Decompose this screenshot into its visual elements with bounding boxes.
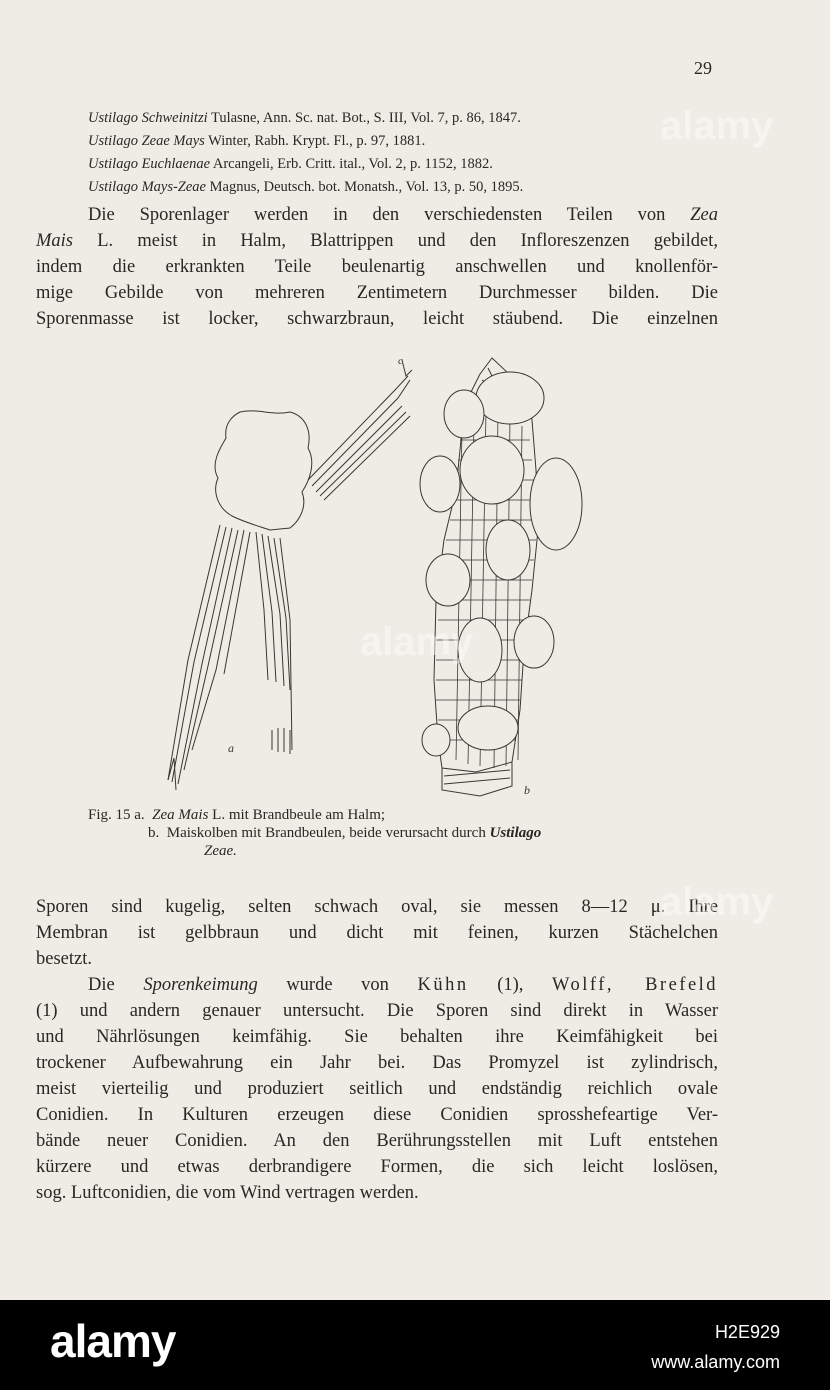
text-line: (1) und andern genauer untersucht. Die Sporen sind direkt in Wasser — [36, 1001, 718, 1021]
text-line: mige Gebilde von mehreren Zentimetern Durchmesser bilden. Die — [36, 283, 718, 303]
gall-bulges — [420, 372, 582, 756]
text-line: meist vierteilig und produziert seitlich und endständig reichlich ovale — [36, 1079, 718, 1099]
synonym-citation: Tulasne, Ann. Sc. nat. Bot., S. III, Vol. 7, p. 86, 1847. — [211, 110, 521, 126]
paragraph-sporen — [36, 894, 718, 972]
text-line: Mais L. meist in Halm, Blattrippen und den Infloreszenzen gebildet, — [36, 231, 718, 251]
synonym-citation: Magnus, Deutsch. bot. Monatsh., Vol. 13, p. 50, 1895. — [209, 179, 524, 195]
alamy-logo: alamy — [50, 1315, 176, 1367]
image-id: H2E929 — [714, 1322, 780, 1342]
synonym-line — [88, 179, 728, 196]
figure-label-a: a — [228, 741, 234, 755]
watermark: alamy — [360, 620, 474, 664]
synonym-name: Ustilago Schweinitzi — [88, 110, 208, 126]
text-line: Die Sporenkeimung wurde von Kühn (1), Wolff, Brefeld — [88, 975, 719, 995]
synonym-citation: Arcangeli, Erb. Critt. ital., Vol. 2, p. 1152, 1882. — [212, 156, 493, 172]
synonym-name: Ustilago Mays-Zeae — [88, 179, 206, 195]
synonym-line — [88, 110, 728, 127]
text-line: Conidien. In Kulturen erzeugen diese Conidien sprosshefeartige Ver- — [36, 1105, 718, 1125]
figure-caption: Fig. 15 a. Zea Mais L. mit Brandbeule am Halm; b. Maiskolben mit Brandbeulen, beide verursacht durch Ustilago Zeae. — [88, 807, 542, 859]
site-url: www.alamy.com — [651, 1352, 780, 1372]
figure-zea-mais-illustration — [140, 350, 600, 810]
text-line: kürzere und etwas derbrandigere Formen, die sich leicht loslösen, — [36, 1157, 718, 1177]
text-line: besetzt. — [36, 949, 92, 969]
stock-footer-bar — [0, 1300, 830, 1390]
paragraph-sporenlager — [36, 202, 718, 332]
synonym-line — [88, 133, 728, 150]
text-line: indem die erkrankten Teile beulenartig anschwellen und knollenför- — [36, 257, 718, 277]
text-line: bände neuer Conidien. An den Berührungsstellen mit Luft entstehen — [36, 1131, 718, 1151]
page-number: 29 — [694, 58, 712, 78]
text-line: Die Sporenlager werden in den verschiedensten Teilen von Zea — [88, 205, 718, 225]
text-line: trockener Aufbewahrung ein Jahr bei. Das Promyzel ist zylindrisch, — [36, 1053, 718, 1073]
leaf-sheath — [308, 360, 412, 500]
text-line: sog. Luftconidien, die vom Wind vertragen werden. — [36, 1183, 419, 1203]
text-line: Membran ist gelbbraun und dicht mit feinen, kurzen Stächelchen — [36, 923, 718, 943]
paragraph-sporenkeimung — [36, 972, 718, 1206]
figure-label-c: c — [398, 355, 403, 367]
gall-outline — [215, 411, 312, 530]
text-line: Sporenmasse ist locker, schwarzbraun, leicht stäubend. Die einzelnen — [36, 309, 718, 329]
text-line: und Nährlösungen keimfähig. Sie behalten ihre Keimfähigkeit bei — [36, 1027, 718, 1047]
watermark: alamy — [660, 104, 774, 148]
synonym-citation: Winter, Rabh. Krypt. Fl., p. 97, 1881. — [208, 133, 426, 149]
text-line: Sporen sind kugelig, selten schwach oval, sie messen 8—12 μ. Ihre — [36, 897, 718, 917]
synonym-line — [88, 156, 728, 173]
figure-label-b: b — [524, 783, 530, 797]
synonym-name: Ustilago Euchlaenae — [88, 156, 211, 172]
watermark: alamy — [660, 880, 774, 924]
synonym-name: Ustilago Zeae Mays — [88, 133, 205, 149]
